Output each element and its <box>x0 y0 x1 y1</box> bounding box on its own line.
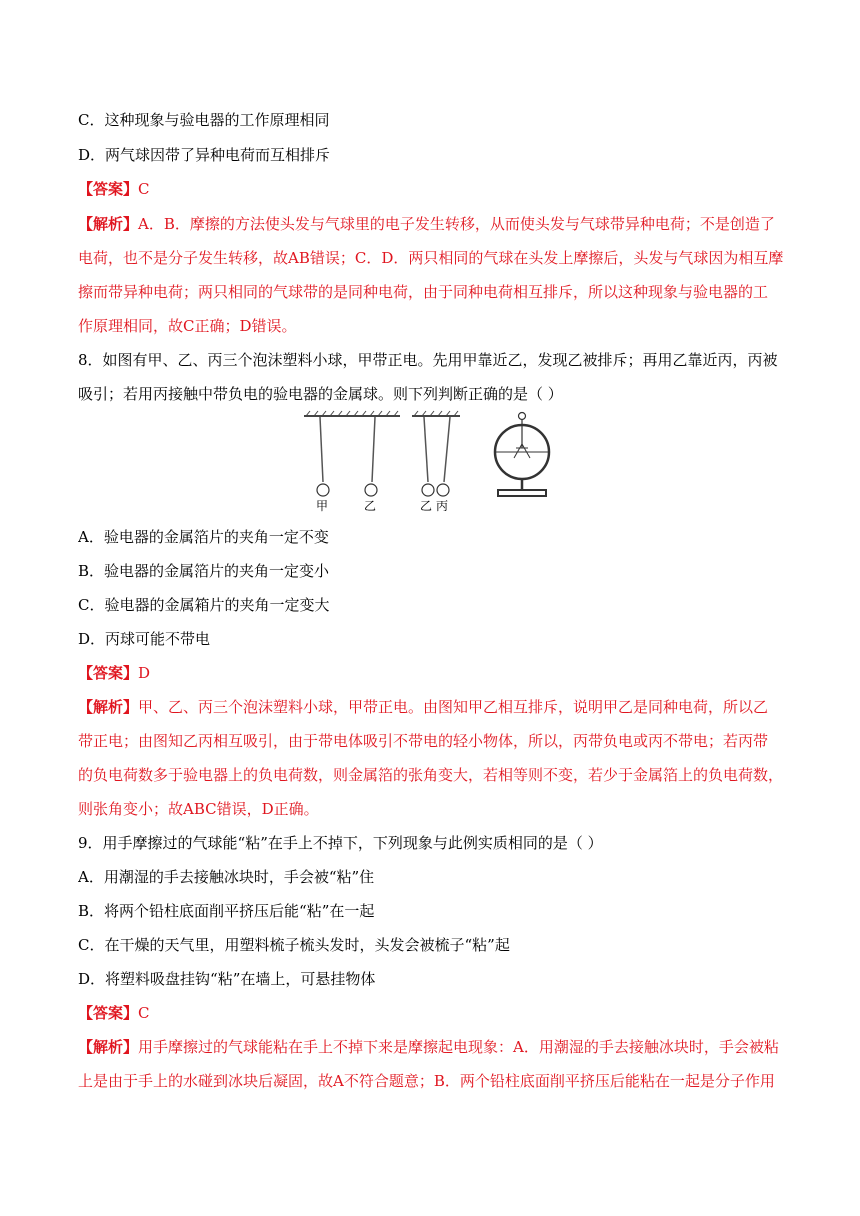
thread-bing <box>444 417 450 482</box>
ball-bing <box>437 484 449 496</box>
analysis-text: A．B．摩擦的方法使头发与气球里的电子发生转移，从而使头发与气球带异种电荷；不是创造了 <box>138 215 775 233</box>
label-jia: 甲 <box>316 499 329 513</box>
q8-option-d: D．丙球可能不带电 <box>78 630 211 648</box>
answer-value: C <box>138 180 150 198</box>
answer-tag: 【答案】 <box>78 1004 139 1022</box>
q7-analysis-line-1 <box>78 214 788 234</box>
q7-analysis-line-4: 作原理相同，故C正确；D错误。 <box>78 317 297 335</box>
ball-yi-left <box>365 484 377 496</box>
left-support <box>304 411 400 416</box>
thread-jia <box>320 417 323 482</box>
q8-stem-line-2: 吸引；若用丙接触中带负电的验电器的金属球。则下列判断正确的是（ ） <box>78 385 563 403</box>
q9-option-d: D．将塑料吸盘挂钩“粘”在墙上，可悬挂物体 <box>78 970 376 988</box>
analysis-tag: 【解析】 <box>78 215 139 233</box>
answer-value: D <box>138 664 151 682</box>
electroscope-metal-ball <box>519 413 526 420</box>
q9-option-a: A．用潮湿的手去接触冰块时，手会被“粘”住 <box>78 868 375 886</box>
analysis-tag: 【解析】 <box>78 1038 139 1056</box>
q8-option-c: C．验电器的金属箱片的夹角一定变大 <box>78 596 330 614</box>
q9-stem: 9．用手摩擦过的气球能“粘”在手上不掉下，下列现象与此例实质相同的是（ ） <box>78 834 603 852</box>
ball-jia <box>317 484 329 496</box>
q9-option-b: B．将两个铅柱底面削平挤压后能“粘”在一起 <box>78 902 375 920</box>
q8-stem-line-1: 8．如图有甲、乙、丙三个泡沫塑料小球，甲带正电。先用甲靠近乙，发现乙被排斥；再用乙靠近丙，丙被 <box>78 351 778 369</box>
q9-answer <box>78 1003 788 1023</box>
q8-option-a: A．验电器的金属箔片的夹角一定不变 <box>78 528 329 546</box>
q9-analysis-line-2: 上是由于手上的水碰到冰块后凝固，故A不符合题意；B．两个铅柱底面削平挤压后能粘在一起是分子作用 <box>78 1072 775 1090</box>
q7-answer <box>78 179 788 199</box>
ball-yi-right <box>422 484 434 496</box>
q8-analysis-line-1 <box>78 697 788 717</box>
answer-tag: 【答案】 <box>78 664 139 682</box>
q8-option-b: B．验电器的金属箔片的夹角一定变小 <box>78 562 330 580</box>
q8-analysis-line-2: 带正电；由图知乙丙相互吸引，由于带电体吸引不带电的轻小物体，所以，丙带负电或丙不带电；若丙带 <box>78 732 769 750</box>
q7-option-d: D．两气球因带了异种电荷而互相排斥 <box>78 146 331 164</box>
answer-value: C <box>138 1004 150 1022</box>
answer-tag: 【答案】 <box>78 180 139 198</box>
q7-option-c: C．这种现象与验电器的工作原理相同 <box>78 111 330 129</box>
q8-analysis-line-3: 的负电荷数多于验电器上的负电荷数，则金属箔的张角变大，若相等则不变，若少于金属箔上的负电荷数， <box>78 766 784 784</box>
electroscope-base <box>498 490 546 496</box>
q8-figure <box>300 410 560 513</box>
label-yi: 乙 <box>364 499 377 513</box>
q7-analysis-line-3: 擦而带异种电荷；两只相同的气球带的是同种电荷，由于同种电荷相互排斥，所以这种现象与验电器的工 <box>78 283 769 301</box>
analysis-text: 用手摩擦过的气球能粘在手上不掉下来是摩擦起电现象：A．用潮湿的手去接触冰块时，手会被粘 <box>138 1038 779 1056</box>
q8-answer <box>78 663 788 683</box>
pendulum-electroscope-diagram <box>300 410 560 510</box>
right-support <box>412 411 460 416</box>
analysis-text: 甲、乙、丙三个泡沫塑料小球，甲带正电。由图知甲乙相互排斥，说明甲乙是同种电荷，所以乙 <box>138 698 769 716</box>
thread-yi-right <box>424 417 428 482</box>
q7-analysis-line-2: 电荷，也不是分子发生转移，故AB错误；C．D．两只相同的气球在头发上摩擦后，头发与气球因为相互摩 <box>78 249 784 267</box>
electroscope <box>495 413 549 497</box>
label-bing: 丙 <box>436 499 449 513</box>
q9-option-c: C．在干燥的天气里，用塑料梳子梳头发时，头发会被梳子“粘”起 <box>78 936 510 954</box>
analysis-tag: 【解析】 <box>78 698 139 716</box>
label-yi-2: 乙 <box>420 499 433 513</box>
thread-yi-left <box>372 417 375 482</box>
q8-analysis-line-4: 则张角变小；故ABC错误，D正确。 <box>78 800 319 818</box>
q9-analysis-line-1 <box>78 1037 788 1057</box>
